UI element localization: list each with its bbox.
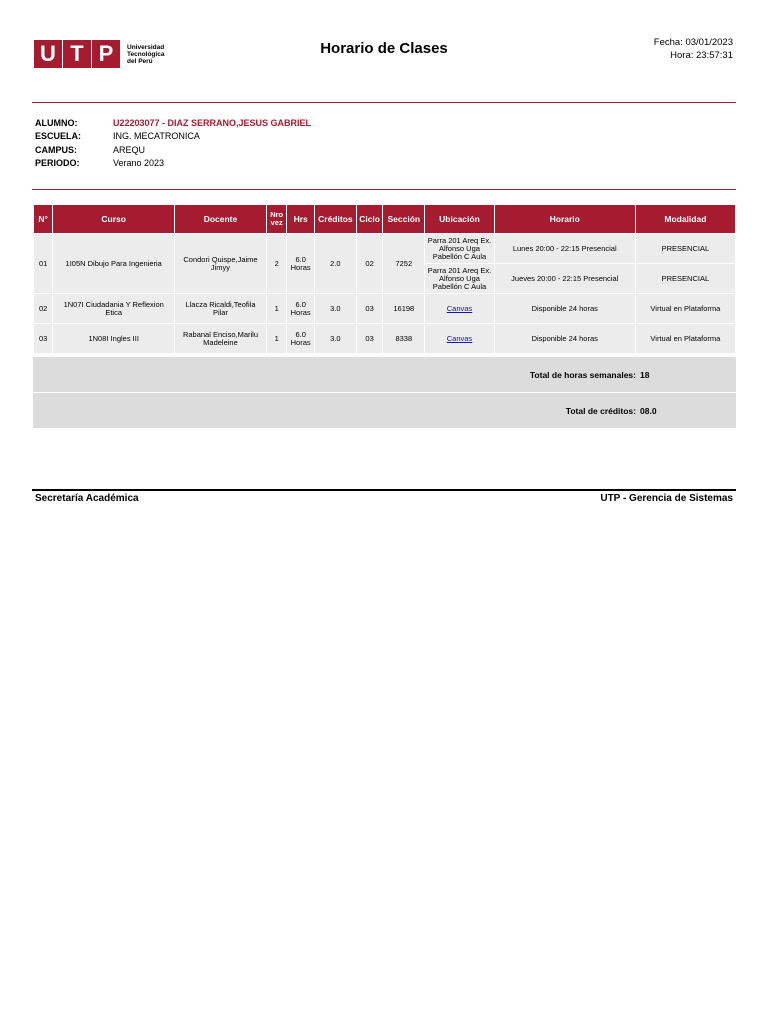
date-label: Fecha: 03/01/2023: [653, 37, 733, 48]
cell-docente: Condori Quispe,Jaime Jimyy: [175, 234, 266, 293]
divider-top: [32, 102, 736, 103]
col-n: N°: [34, 205, 52, 233]
cell-ubicacion: Parra 201 Areq Ex. Alfonso Uga Pabellón C Aula: [425, 234, 493, 263]
table-header-row: [34, 205, 735, 233]
cell-docente: Rabanal Enciso,Marilu Madeleine: [175, 324, 266, 353]
footer-divider: [32, 489, 736, 491]
table-row: [34, 294, 735, 323]
total-credits-row: [33, 393, 736, 428]
page-header: [0, 0, 768, 100]
cell-curso: 1N07I Ciudadania Y Reflexion Etica: [53, 294, 174, 323]
cell-ciclo: 03: [357, 324, 383, 353]
escuela-value: ING. MECATRONICA: [113, 131, 200, 142]
col-seccion: Sección: [383, 205, 424, 233]
col-horario: Horario: [495, 205, 635, 233]
col-nro-vez: Nro vez: [267, 205, 286, 233]
footer-left: Secretaría Académica: [35, 493, 139, 504]
cell-creditos: 2.0: [315, 234, 356, 293]
canvas-link[interactable]: Canvas: [425, 294, 493, 323]
logo-text: Universidad Tecnológica del Perú: [127, 43, 165, 65]
cell-curso: 1N08I Ingles III: [53, 324, 174, 353]
cell-horario: Lunes 20:00 - 22:15 Presencial: [495, 234, 635, 263]
table-row: [34, 234, 735, 263]
cell-horario: Disponible 24 horas: [495, 324, 635, 353]
footer-right: UTP - Gerencia de Sistemas: [600, 493, 733, 504]
schedule-table: [33, 204, 736, 354]
canvas-link[interactable]: Canvas: [425, 324, 493, 353]
cell-docente: Llacza Ricaldi,Teofila Pilar: [175, 294, 266, 323]
col-creditos: Créditos: [315, 205, 356, 233]
divider-middle: [32, 189, 736, 190]
col-ciclo: Ciclo: [357, 205, 383, 233]
periodo-label: PERIODO:: [35, 157, 80, 168]
page-title: Horario de Clases: [320, 40, 448, 57]
logo-letter-t: T: [63, 40, 91, 68]
logo-letter-p: P: [92, 40, 120, 68]
cell-hrs: 6.0 Horas: [287, 294, 314, 323]
total-credits-value: 08.0: [640, 406, 657, 416]
cell-nro-vez: 2: [267, 234, 286, 293]
cell-n: 01: [34, 234, 52, 293]
cell-seccion: 8338: [383, 324, 424, 353]
col-hrs: Hrs: [287, 205, 314, 233]
cell-n: 03: [34, 324, 52, 353]
cell-horario: Disponible 24 horas: [495, 294, 635, 323]
cell-modalidad: PRESENCIAL: [636, 264, 735, 293]
alumno-label: ALUMNO:: [35, 118, 78, 128]
col-curso: Curso: [53, 205, 174, 233]
cell-hrs: 6.0 Horas: [287, 234, 314, 293]
total-hours-row: [33, 357, 736, 392]
total-credits-label: Total de créditos:: [565, 406, 636, 416]
cell-creditos: 3.0: [315, 294, 356, 323]
time-label: Hora: 23:57:31: [670, 50, 733, 61]
cell-modalidad: Virtual en Plataforma: [636, 294, 735, 323]
cell-n: 02: [34, 294, 52, 323]
total-hours-label: Total de horas semanales:: [529, 370, 636, 380]
student-info: [35, 117, 311, 170]
col-modalidad: Modalidad: [636, 205, 735, 233]
alumno-value: U22203077 - DIAZ SERRANO,JESUS GABRIEL: [113, 118, 312, 128]
cell-ubicacion: Parra 201 Areq Ex. Alfonso Uga Pabellón C Aula: [425, 264, 493, 293]
cell-seccion: 7252: [383, 234, 424, 293]
date-time: [654, 36, 733, 62]
total-hours-value: 18: [640, 370, 650, 380]
cell-nro-vez: 1: [267, 324, 286, 353]
logo-letter-u: U: [34, 40, 62, 68]
escuela-label: ESCUELA:: [35, 131, 82, 142]
cell-modalidad: Virtual en Plataforma: [636, 324, 735, 353]
cell-curso: 1I05N Dibujo Para Ingenieria: [53, 234, 174, 293]
periodo-value: Verano 2023: [113, 157, 165, 168]
col-docente: Docente: [175, 205, 266, 233]
cell-seccion: 16198: [383, 294, 424, 323]
cell-creditos: 3.0: [315, 324, 356, 353]
campus-value: AREQU: [113, 144, 146, 155]
cell-nro-vez: 1: [267, 294, 286, 323]
cell-hrs: 6.0 Horas: [287, 324, 314, 353]
col-ubicacion: Ubicación: [425, 205, 493, 233]
cell-modalidad: PRESENCIAL: [636, 234, 735, 263]
cell-ciclo: 03: [357, 294, 383, 323]
campus-label: CAMPUS:: [35, 144, 77, 155]
cell-horario: Jueves 20:00 - 22:15 Presencial: [495, 264, 635, 293]
cell-ciclo: 02: [357, 234, 383, 293]
table-row: [34, 324, 735, 353]
